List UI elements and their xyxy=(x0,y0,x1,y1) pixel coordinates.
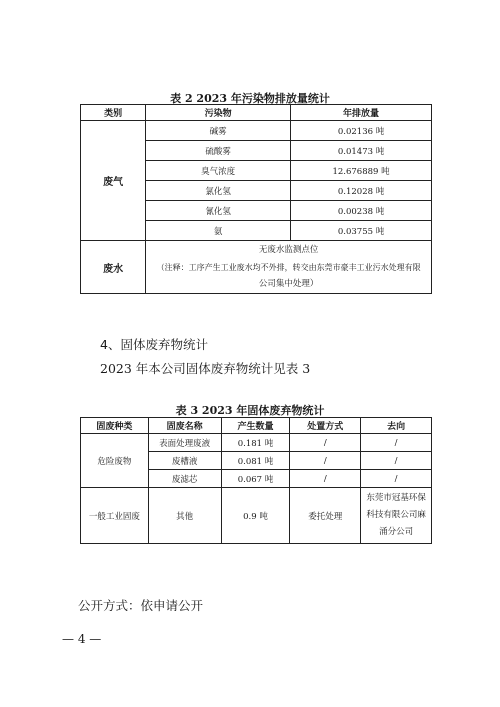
waste-dest: / xyxy=(361,452,432,470)
waste-name: 废滤芯 xyxy=(148,470,221,488)
waste-qty: 0.181 吨 xyxy=(221,434,290,452)
table2-title: 表 2 2023 年污染物排放量统计 xyxy=(170,92,330,105)
table2-header-pollutant: 污染物 xyxy=(146,105,291,121)
general-dest-line3: 涌分公司 xyxy=(379,527,414,537)
general-dest xyxy=(361,488,432,544)
table3-header-dest: 去向 xyxy=(361,418,432,434)
table2-header-category: 类别 xyxy=(81,105,146,121)
water-note-line1: 无废水监测点位 xyxy=(258,244,319,255)
waste-qty: 0.067 吨 xyxy=(221,470,290,488)
pollutant-amount: 12.676889 吨 xyxy=(291,161,432,181)
table3-header-method: 处置方式 xyxy=(290,418,361,434)
pollutant-name: 氯化氢 xyxy=(146,181,291,201)
pollutant-name: 硫酸雾 xyxy=(146,141,291,161)
table-3 xyxy=(80,417,432,544)
page-number: — 4 — xyxy=(62,632,102,646)
table2-header-amount: 年排放量 xyxy=(291,105,432,121)
section-text: 2023 年本公司固体废弃物统计见表 3 xyxy=(100,361,311,376)
water-note xyxy=(146,241,432,294)
section-heading: 4、固体废弃物统计 xyxy=(100,337,208,352)
general-method: 委托处理 xyxy=(290,488,361,544)
pollutant-amount: 0.03755 吨 xyxy=(291,221,432,241)
pollutant-amount: 0.01473 吨 xyxy=(291,141,432,161)
waste-name: 废槽液 xyxy=(148,452,221,470)
water-note-line3: 公司集中处理） xyxy=(258,278,319,289)
table3-header-type: 固废种类 xyxy=(81,418,149,434)
waste-qty: 0.081 吨 xyxy=(221,452,290,470)
general-qty: 0.9 吨 xyxy=(221,488,290,544)
general-dest-line1: 东莞市冠基环保 xyxy=(366,493,426,503)
general-category: 一般工业固废 xyxy=(81,488,149,544)
pollutant-amount: 0.02136 吨 xyxy=(291,121,432,141)
general-name: 其他 xyxy=(148,488,221,544)
pollutant-name: 臭气浓度 xyxy=(146,161,291,181)
pollutant-name: 碱雾 xyxy=(146,121,291,141)
table3-title: 表 3 2023 年固体废弃物统计 xyxy=(175,404,325,417)
pollutant-name: 氨 xyxy=(146,221,291,241)
table3-header-name: 固废名称 xyxy=(148,418,221,434)
general-dest-line2: 科技有限公司麻 xyxy=(366,510,426,520)
waste-method: / xyxy=(290,434,361,452)
waste-name: 表面处理废液 xyxy=(148,434,221,452)
waste-dest: / xyxy=(361,470,432,488)
waste-dest: / xyxy=(361,434,432,452)
table-2 xyxy=(80,104,432,294)
pollutant-name: 氰化氢 xyxy=(146,201,291,221)
waste-method: / xyxy=(290,452,361,470)
pollutant-amount: 0.12028 吨 xyxy=(291,181,432,201)
disclosure-method: 公开方式：依申请公开 xyxy=(78,598,204,613)
gas-category: 废气 xyxy=(81,121,146,241)
table3-header-qty: 产生数量 xyxy=(221,418,290,434)
pollutant-amount: 0.00238 吨 xyxy=(291,201,432,221)
waste-method: / xyxy=(290,470,361,488)
hazard-category: 危险废物 xyxy=(81,434,149,488)
water-category: 废水 xyxy=(81,241,146,294)
water-note-line2: （注释：工序产生工业废水均不外排，转交由东莞市豪丰工业污水处理有限 xyxy=(156,262,421,272)
